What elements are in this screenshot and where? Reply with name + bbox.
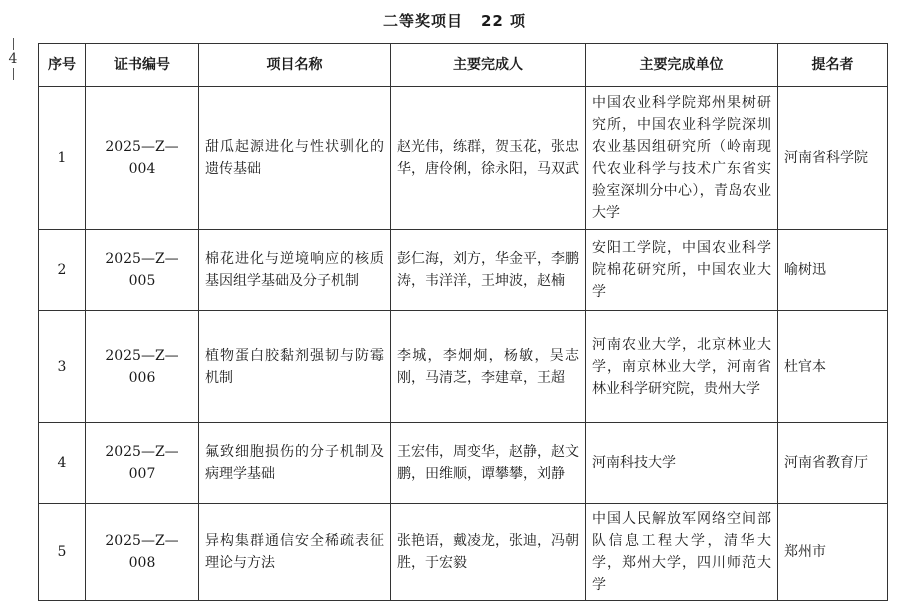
table-header-row [39, 44, 888, 87]
table-row [39, 423, 888, 504]
cell-people: 李城，李炯炯，杨敏，吴志刚，马清芝，李建章，王超 [391, 311, 586, 423]
cell-units: 中国人民解放军网络空间部队信息工程大学，清华大学，郑州大学，四川师范大学 [586, 504, 778, 601]
cell-cert: 2025—Z—007 [86, 423, 199, 504]
cell-no: 4 [39, 423, 86, 504]
cell-no: 5 [39, 504, 86, 601]
cell-people: 赵光伟，练群，贺玉花，张忠华，唐伶俐，徐永阳，马双武 [391, 87, 586, 230]
cell-name: 植物蛋白胶黏剂强韧与防霉机制 [199, 311, 391, 423]
cell-units: 中国农业科学院郑州果树研究所，中国农业科学院深圳农业基因组研究所（岭南现代农业科学与技术广东省实验室深圳分中心），青岛农业大学 [586, 87, 778, 230]
cell-no: 2 [39, 230, 86, 311]
cell-name: 棉花进化与逆境响应的核质基因组学基础及分子机制 [199, 230, 391, 311]
cell-cert: 2025—Z—006 [86, 311, 199, 423]
cell-people: 彭仁海，刘方，华金平，李鹏涛，韦洋洋，王坤波，赵楠 [391, 230, 586, 311]
table-row [39, 87, 888, 230]
section-title: 二等奖项目 [382, 12, 463, 30]
header-people: 主要完成人 [391, 44, 586, 87]
cell-cert: 2025—Z—008 [86, 504, 199, 601]
header-units: 主要完成单位 [586, 44, 778, 87]
award-table [38, 43, 888, 601]
cell-units: 河南科技大学 [586, 423, 778, 504]
cell-name: 甜瓜起源进化与性状驯化的遗传基础 [199, 87, 391, 230]
table-row [39, 311, 888, 423]
cell-no: 1 [39, 87, 86, 230]
cell-name: 氟致细胞损伤的分子机制及病理学基础 [199, 423, 391, 504]
cell-nominator: 河南省教育厅 [778, 423, 888, 504]
cell-nominator: 杜官本 [778, 311, 888, 423]
header-name: 项目名称 [199, 44, 391, 87]
header-cert: 证书编号 [86, 44, 199, 87]
cell-people: 张艳语，戴凌龙，张迪，冯朝胜，于宏毅 [391, 504, 586, 601]
cell-cert: 2025—Z—004 [86, 87, 199, 230]
page-number-value: 4 [8, 51, 18, 67]
cell-units: 安阳工学院，中国农业科学院棉花研究所，中国农业大学 [586, 230, 778, 311]
page-number [6, 36, 20, 82]
cell-nominator: 郑州市 [778, 504, 888, 601]
header-no: 序号 [39, 44, 86, 87]
table-row [39, 230, 888, 311]
cell-units: 河南农业大学，北京林业大学，南京林业大学，河南省林业科学研究院，贵州大学 [586, 311, 778, 423]
header-nominator: 提名者 [778, 44, 888, 87]
cell-nominator: 喻树迅 [778, 230, 888, 311]
cell-nominator: 河南省科学院 [778, 87, 888, 230]
item-count: 22 项 [480, 12, 527, 30]
cell-people: 王宏伟，周变华，赵静，赵文鹏，田维顺，谭攀攀，刘静 [391, 423, 586, 504]
table-row [39, 504, 888, 601]
page-number-dash-bottom [13, 68, 14, 80]
cell-no: 3 [39, 311, 86, 423]
cell-name: 异构集群通信安全稀疏表征理论与方法 [199, 504, 391, 601]
page-title [0, 10, 909, 31]
page-number-dash-top [13, 38, 14, 50]
cell-cert: 2025—Z—005 [86, 230, 199, 311]
